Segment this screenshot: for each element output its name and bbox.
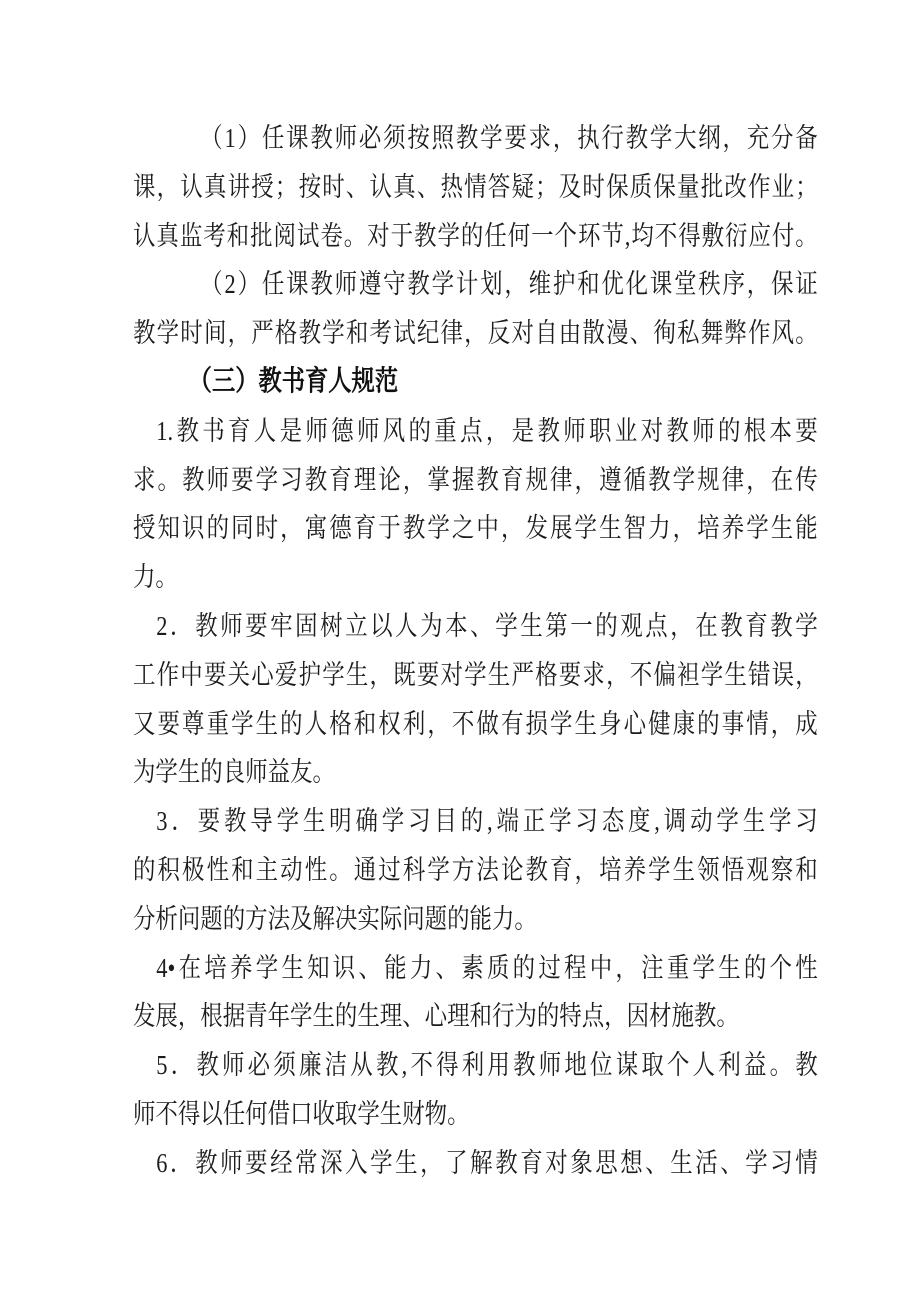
text-line: 的积极性和主动性。通过科学方法论教育，培养学生领悟观察和 xyxy=(133,854,818,885)
paragraph xyxy=(133,602,819,797)
paragraph xyxy=(133,797,819,943)
paragraph xyxy=(133,1041,819,1139)
text-line: 授知识的同时，寓德育于教学之中，发展学生智力，培养学生能 xyxy=(133,513,818,544)
text-line: 2．教师要牢固树立以人为本、学生第一的观点，在教育教学 xyxy=(156,610,818,641)
text-line: 认真监考和批阅试卷。对于教学的任何一个环节,均不得敷衍应付。 xyxy=(133,220,818,251)
document-body xyxy=(133,114,819,1188)
paragraph xyxy=(133,407,819,602)
text-line: 工作中要关心爱护学生，既要对学生严格要求，不偏袒学生错误， xyxy=(133,659,818,690)
text-line: 5．教师必须廉洁从教,不得利用教师地位谋取个人利益。教 xyxy=(156,1050,818,1081)
text-line: 6．教师要经常深入学生，了解教育对象思想、生活、学习情 xyxy=(156,1147,818,1178)
text-line: 又要尊重学生的人格和权利，不做有损学生身心健康的事情，成 xyxy=(133,708,818,739)
paragraph xyxy=(133,1139,819,1188)
paragraph xyxy=(133,260,819,358)
text-line: 1.教书育人是师德师风的重点，是教师职业对教师的根本要 xyxy=(156,415,818,446)
section-heading-text: （三）教书育人规范 xyxy=(188,365,399,397)
section-heading xyxy=(133,358,819,407)
text-line: 分析问题的方法及解决实际问题的能力。 xyxy=(133,903,537,934)
paragraph xyxy=(133,114,819,260)
text-line: 师不得以任何借口收取学生财物。 xyxy=(133,1098,470,1129)
text-line: 发展，根据青年学生的生理、心理和行为的特点，因材施教。 xyxy=(133,1001,739,1032)
text-line: 4•在培养学生知识、能力、素质的过程中，注重学生的个性 xyxy=(156,952,818,983)
text-line: 求。教师要学习教育理论，掌握教育规律，遵循教学规律，在传 xyxy=(133,464,818,495)
text-line: 教学时间，严格教学和考试纪律，反对自由散漫、徇私舞弊作风。 xyxy=(133,318,818,349)
text-line: （2）任课教师遵守教学计划，维护和优化课堂秩序，保证 xyxy=(200,269,818,300)
text-line: 3．要教导学生明确学习目的,端正学习态度,调动学生学习 xyxy=(156,806,818,837)
text-line: （1）任课教师必须按照教学要求，执行教学大纲，充分备 xyxy=(200,123,818,153)
text-line: 为学生的良师益友。 xyxy=(133,757,335,788)
paragraph xyxy=(133,944,819,1042)
text-line: 课，认真讲授；按时、认真、热情答疑；及时保质保量批改作业； xyxy=(133,171,818,202)
text-line: 力。 xyxy=(133,562,178,593)
